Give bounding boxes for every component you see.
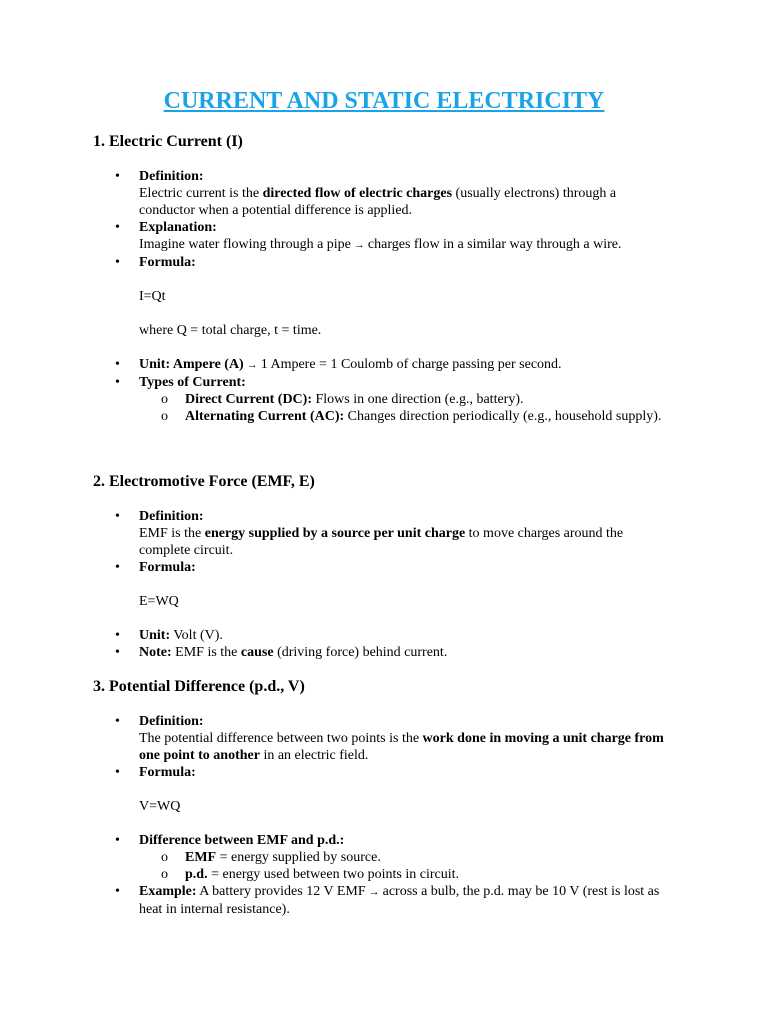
unit-text: Volt (V). [170,628,223,643]
type-label: Direct Current (DC): [185,392,312,407]
formula-label: Formula: [139,560,196,575]
formula-label: Formula: [139,255,196,270]
list-item-formula [115,254,675,356]
formula-text: I=Qt [139,289,166,304]
section-3-list [115,713,675,918]
definition-text-pre: The potential difference between two points is the [139,731,423,746]
note-label: Note: [139,645,172,660]
section-2-list [115,508,675,661]
types-sublist [139,391,675,425]
page-title: CURRENT AND STATIC ELECTRICITY [163,88,605,114]
type-label: Alternating Current (AC): [185,409,345,424]
difference-label: Difference between EMF and p.d.: [139,833,345,848]
difference-text: = energy used between two points in circuit. [207,867,459,882]
list-item-unit [115,356,675,374]
formula-label: Formula: [139,765,196,780]
section-heading-emf: 2. Electromotive Force (EMF, E) [93,473,315,490]
explanation-label: Explanation: [139,220,217,235]
example-text-post: across a bulb, the p.d. may be 10 V (rest is lost as heat in internal resistance). [139,884,660,917]
definition-text-bold: energy supplied by a source per unit charge [204,526,466,541]
note-text-bold: cause [240,645,274,660]
section-heading-electric-current: 1. Electric Current (I) [93,133,243,150]
list-item-formula [115,764,675,832]
unit-label: Unit: [139,628,171,643]
list-item-explanation [115,219,675,254]
list-item-types [115,374,675,425]
arrow-icon: → [353,239,365,251]
definition-text-bold: directed flow of electric charges [262,186,453,201]
definition-label: Definition: [139,169,204,184]
list-item-example [115,883,675,918]
types-label: Types of Current: [139,375,246,390]
sublist-item-ac [139,408,675,425]
list-item-definition [115,508,675,559]
difference-term: EMF [185,850,217,865]
type-text: Flows in one direction (e.g., battery). [312,392,524,407]
definition-text-post: (usually electrons) through a conductor when a potential difference is applied. [139,186,617,218]
formula-text: E=WQ [139,594,179,609]
type-text: Changes direction periodically (e.g., household supply). [344,409,662,424]
list-item-definition [115,713,675,764]
list-item-definition [115,168,675,219]
formula-note: where Q = total charge, t = time. [139,323,322,338]
difference-term: p.d. [185,867,208,882]
example-label: Example: [139,884,197,899]
definition-text-pre: Electric current is the [139,186,263,201]
note-text-post: (driving force) behind current. [273,645,448,660]
difference-sublist [139,849,675,883]
sublist-item-emf [139,849,675,866]
formula-text: V=WQ [139,799,181,814]
list-item-formula [115,559,675,627]
sublist-item-pd [139,866,675,883]
list-item-difference [115,832,675,883]
unit-text: 1 Ampere = 1 Coulomb of charge passing per second. [260,357,562,372]
sublist-item-dc [139,391,675,408]
arrow-icon: → [246,359,258,371]
definition-text-pre: EMF is the [139,526,205,541]
definition-text-post: in an electric field. [259,748,369,763]
section-1-list [115,168,675,425]
note-text-pre: EMF is the [171,645,241,660]
explanation-text-pre: Imagine water flowing through a pipe [139,237,351,252]
definition-label: Definition: [139,509,204,524]
definition-label: Definition: [139,714,204,729]
definition-text-post: to move charges around the complete circuit. [139,526,624,558]
unit-label: Unit: Ampere (A) [139,357,244,372]
arrow-icon: → [368,886,380,898]
explanation-text-post: charges flow in a similar way through a wire. [367,237,622,252]
list-item-note [115,644,675,661]
section-heading-potential-difference: 3. Potential Difference (p.d., V) [93,678,305,695]
difference-text: = energy supplied by source. [216,850,381,865]
example-text-pre: A battery provides 12 V EMF [196,884,366,899]
list-item-unit [115,627,675,644]
definition-text-bold: work done in moving a unit charge from one point to another [139,731,664,763]
